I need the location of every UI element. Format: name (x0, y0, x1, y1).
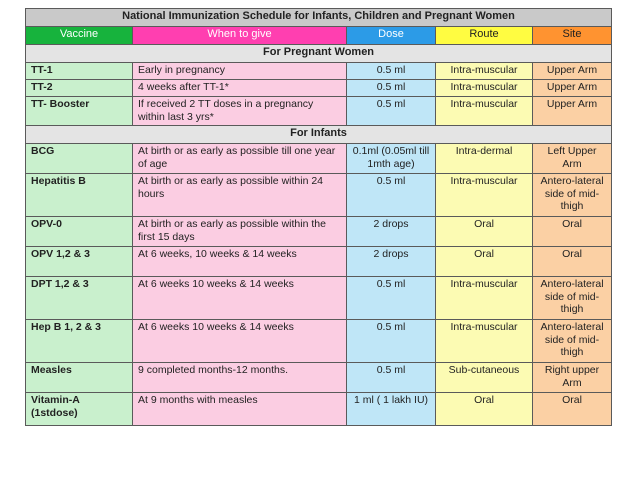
immunization-schedule-table (25, 8, 612, 426)
cell-when-to-give: At 9 months with measles (133, 393, 347, 426)
table-title: National Immunization Schedule for Infants, Children and Pregnant Women (26, 9, 612, 27)
cell-vaccine: OPV-0 (26, 217, 133, 247)
cell-vaccine: TT- Booster (26, 97, 133, 126)
title-row (26, 9, 612, 27)
header-route: Route (436, 27, 533, 45)
table-row (26, 363, 612, 393)
cell-when-to-give: At 6 weeks 10 weeks & 14 weeks (133, 277, 347, 320)
cell-dose: 1 ml ( 1 lakh IU) (347, 393, 436, 426)
cell-vaccine: Hepatitis B (26, 174, 133, 217)
cell-route: Oral (436, 217, 533, 247)
cell-site: Oral (533, 247, 612, 277)
cell-site: Antero-lateral side of mid-thigh (533, 277, 612, 320)
cell-vaccine: OPV 1,2 & 3 (26, 247, 133, 277)
cell-route: Intra-dermal (436, 144, 533, 174)
cell-dose: 0.5 ml (347, 320, 436, 363)
cell-site: Left Upper Arm (533, 144, 612, 174)
cell-dose: 2 drops (347, 247, 436, 277)
cell-vaccine: Hep B 1, 2 & 3 (26, 320, 133, 363)
cell-site: Antero-lateral side of mid-thigh (533, 320, 612, 363)
cell-dose: 0.5 ml (347, 363, 436, 393)
cell-site: Oral (533, 217, 612, 247)
cell-site: Right upper Arm (533, 363, 612, 393)
table-row (26, 277, 612, 320)
table-row (26, 247, 612, 277)
cell-route: Intra-muscular (436, 277, 533, 320)
cell-site: Upper Arm (533, 80, 612, 97)
cell-vaccine: DPT 1,2 & 3 (26, 277, 133, 320)
cell-dose: 0.5 ml (347, 63, 436, 80)
header-when-to-give: When to give (133, 27, 347, 45)
header-row (26, 27, 612, 45)
cell-dose: 0.5 ml (347, 80, 436, 97)
cell-dose: 0.1ml (0.05ml till 1mth age) (347, 144, 436, 174)
table-row (26, 80, 612, 97)
table-row (26, 320, 612, 363)
header-dose: Dose (347, 27, 436, 45)
section-pregnant-women (26, 45, 612, 63)
cell-dose: 2 drops (347, 217, 436, 247)
cell-route: Intra-muscular (436, 63, 533, 80)
header-site: Site (533, 27, 612, 45)
section-infants (26, 126, 612, 144)
cell-route: Intra-muscular (436, 80, 533, 97)
cell-when-to-give: At birth or as early as possible till one year of age (133, 144, 347, 174)
cell-dose: 0.5 ml (347, 97, 436, 126)
section-title: For Infants (26, 126, 612, 144)
cell-when-to-give: 4 weeks after TT-1* (133, 80, 347, 97)
cell-site: Antero-lateral side of mid-thigh (533, 174, 612, 217)
cell-vaccine: TT-2 (26, 80, 133, 97)
table-row (26, 63, 612, 80)
cell-when-to-give: At 6 weeks 10 weeks & 14 weeks (133, 320, 347, 363)
header-vaccine: Vaccine (26, 27, 133, 45)
cell-site: Upper Arm (533, 97, 612, 126)
cell-dose: 0.5 ml (347, 277, 436, 320)
cell-vaccine: Measles (26, 363, 133, 393)
cell-vaccine: TT-1 (26, 63, 133, 80)
cell-vaccine: Vitamin-A (1stdose) (26, 393, 133, 426)
cell-route: Intra-muscular (436, 174, 533, 217)
cell-vaccine: BCG (26, 144, 133, 174)
table-row (26, 174, 612, 217)
section-title: For Pregnant Women (26, 45, 612, 63)
cell-route: Oral (436, 393, 533, 426)
cell-route: Oral (436, 247, 533, 277)
cell-when-to-give: At birth or as early as possible within 24 hours (133, 174, 347, 217)
cell-route: Intra-muscular (436, 97, 533, 126)
cell-when-to-give: Early in pregnancy (133, 63, 347, 80)
table-row (26, 393, 612, 426)
table-row (26, 97, 612, 126)
table-row (26, 144, 612, 174)
cell-dose: 0.5 ml (347, 174, 436, 217)
cell-when-to-give: At 6 weeks, 10 weeks & 14 weeks (133, 247, 347, 277)
cell-route: Sub-cutaneous (436, 363, 533, 393)
cell-when-to-give: 9 completed months-12 months. (133, 363, 347, 393)
cell-when-to-give: At birth or as early as possible within the first 15 days (133, 217, 347, 247)
table-row (26, 217, 612, 247)
cell-when-to-give: If received 2 TT doses in a pregnancy within last 3 yrs* (133, 97, 347, 126)
cell-site: Upper Arm (533, 63, 612, 80)
cell-route: Intra-muscular (436, 320, 533, 363)
cell-site: Oral (533, 393, 612, 426)
